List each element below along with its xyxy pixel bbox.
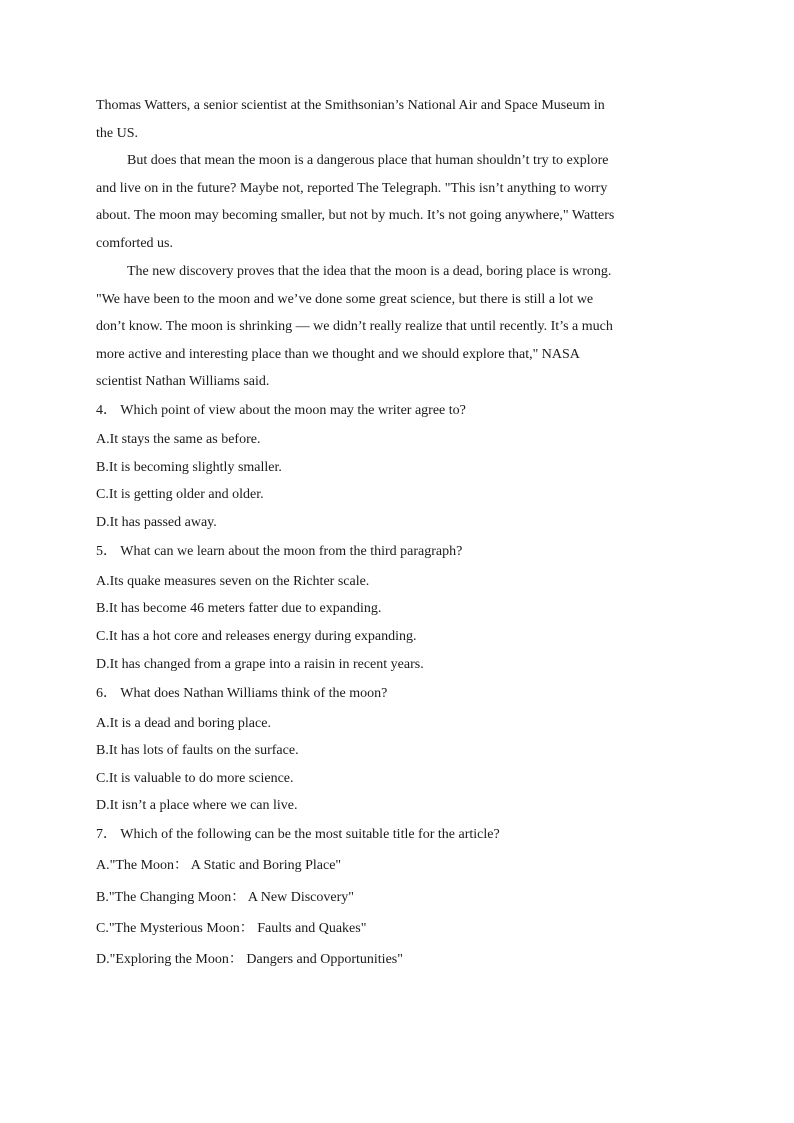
question-6-option-a: A.It is a dead and boring place. [96,716,271,731]
text-line: the US. [96,125,138,141]
text-line: scientist Nathan Williams said. [96,374,270,390]
text-line: and live on in the future? Maybe not, reported The Telegraph. "This isn’t anything to worry [96,180,608,196]
text-line: "We have been to the moon and we’ve done some great science, but there is still a lot we [96,291,594,307]
question-6-option-b: B.It has lots of faults on the surface. [96,743,299,758]
question-4-option-d: D.It has passed away. [96,515,217,530]
text-line: more active and interesting place than we thought and we should explore that," NASA [96,346,580,362]
text-line: comforted us. [96,235,173,251]
question-7-option-b: B."The Changing Moon： A New Discovery" [96,890,354,905]
text-line: The new discovery proves that the idea that the moon is a dead, boring place is wrong. [127,264,612,279]
text-line: about. The moon may becoming smaller, but not by much. It’s not going anywhere," Watters [96,208,615,224]
question-6-option-c: C.It is valuable to do more science. [96,771,294,786]
question-4-option-b: B.It is becoming slightly smaller. [96,460,282,475]
question-5-option-a: A.Its quake measures seven on the Richter scale. [96,574,370,589]
passage-paragraph-3 [96,258,694,396]
question-5-option-c: C.It has a hot core and releases energy during expanding. [96,629,417,644]
question-7-option-a: A."The Moon： A Static and Boring Place" [96,858,342,873]
question-5-option-b: B.It has become 46 meters fatter due to expanding. [96,601,382,616]
passage-paragraph-1 [96,92,694,147]
question-7-stem: 7． Which of the following can be the most suitable title for the article? [96,827,500,842]
question-5-option-d: D.It has changed from a grape into a raisin in recent years. [96,657,424,672]
question-4-option-a: A.It stays the same as before. [96,432,261,447]
question-4-option-c: C.It is getting older and older. [96,487,264,502]
question-4-stem: 4． Which point of view about the moon may the writer agree to? [96,403,466,418]
question-6-stem: 6． What does Nathan Williams think of the moon? [96,686,388,701]
question-6-option-d: D.It isn’t a place where we can live. [96,798,298,813]
question-7-option-c: C."The Mysterious Moon： Faults and Quakes" [96,921,367,936]
question-5-stem: 5． What can we learn about the moon from the third paragraph? [96,544,463,559]
text-line: But does that mean the moon is a dangerous place that human shouldn’t try to explore [127,153,609,168]
text-line: don’t know. The moon is shrinking — we didn’t really realize that until recently. It’s a much [96,319,613,335]
question-7-option-d: D."Exploring the Moon： Dangers and Opportunities" [96,952,403,967]
passage-paragraph-2 [96,147,694,257]
text-line: Thomas Watters, a senior scientist at the Smithsonian’s National Air and Space Museum in [96,98,605,113]
